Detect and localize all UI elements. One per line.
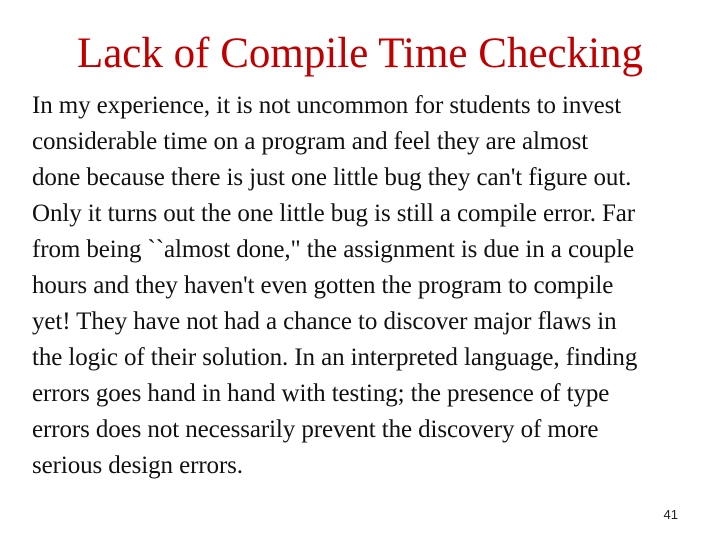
quote-line-4: Only it turns out the one little bug is still a compile error. Far bbox=[32, 200, 636, 227]
quote-line-11: serious design errors. bbox=[32, 452, 243, 479]
quote-line-7: yet! They have not had a chance to discover major flaws in bbox=[32, 308, 617, 335]
quoted-paragraph-image bbox=[30, 88, 690, 480]
quote-line-9: errors goes hand in hand with testing; the presence of type bbox=[32, 380, 610, 407]
quote-line-2: considerable time on a program and feel they are almost bbox=[32, 128, 589, 155]
quote-line-10: errors does not necessarily prevent the discovery of more bbox=[32, 416, 599, 443]
quote-line-8: the logic of their solution. In an interpreted language, finding bbox=[32, 344, 638, 371]
slide-title: Lack of Compile Time Checking bbox=[76, 30, 644, 77]
quote-line-3: done because there is just one little bug they can't figure out. bbox=[32, 164, 632, 191]
quote-line-1: In my experience, it is not uncommon for students to invest bbox=[32, 92, 622, 119]
quote-line-5: from being ``almost done," the assignment is due in a couple bbox=[32, 236, 634, 263]
quote-line-6: hours and they haven't even gotten the program to compile bbox=[32, 272, 614, 299]
page-number: 41 bbox=[663, 507, 678, 522]
